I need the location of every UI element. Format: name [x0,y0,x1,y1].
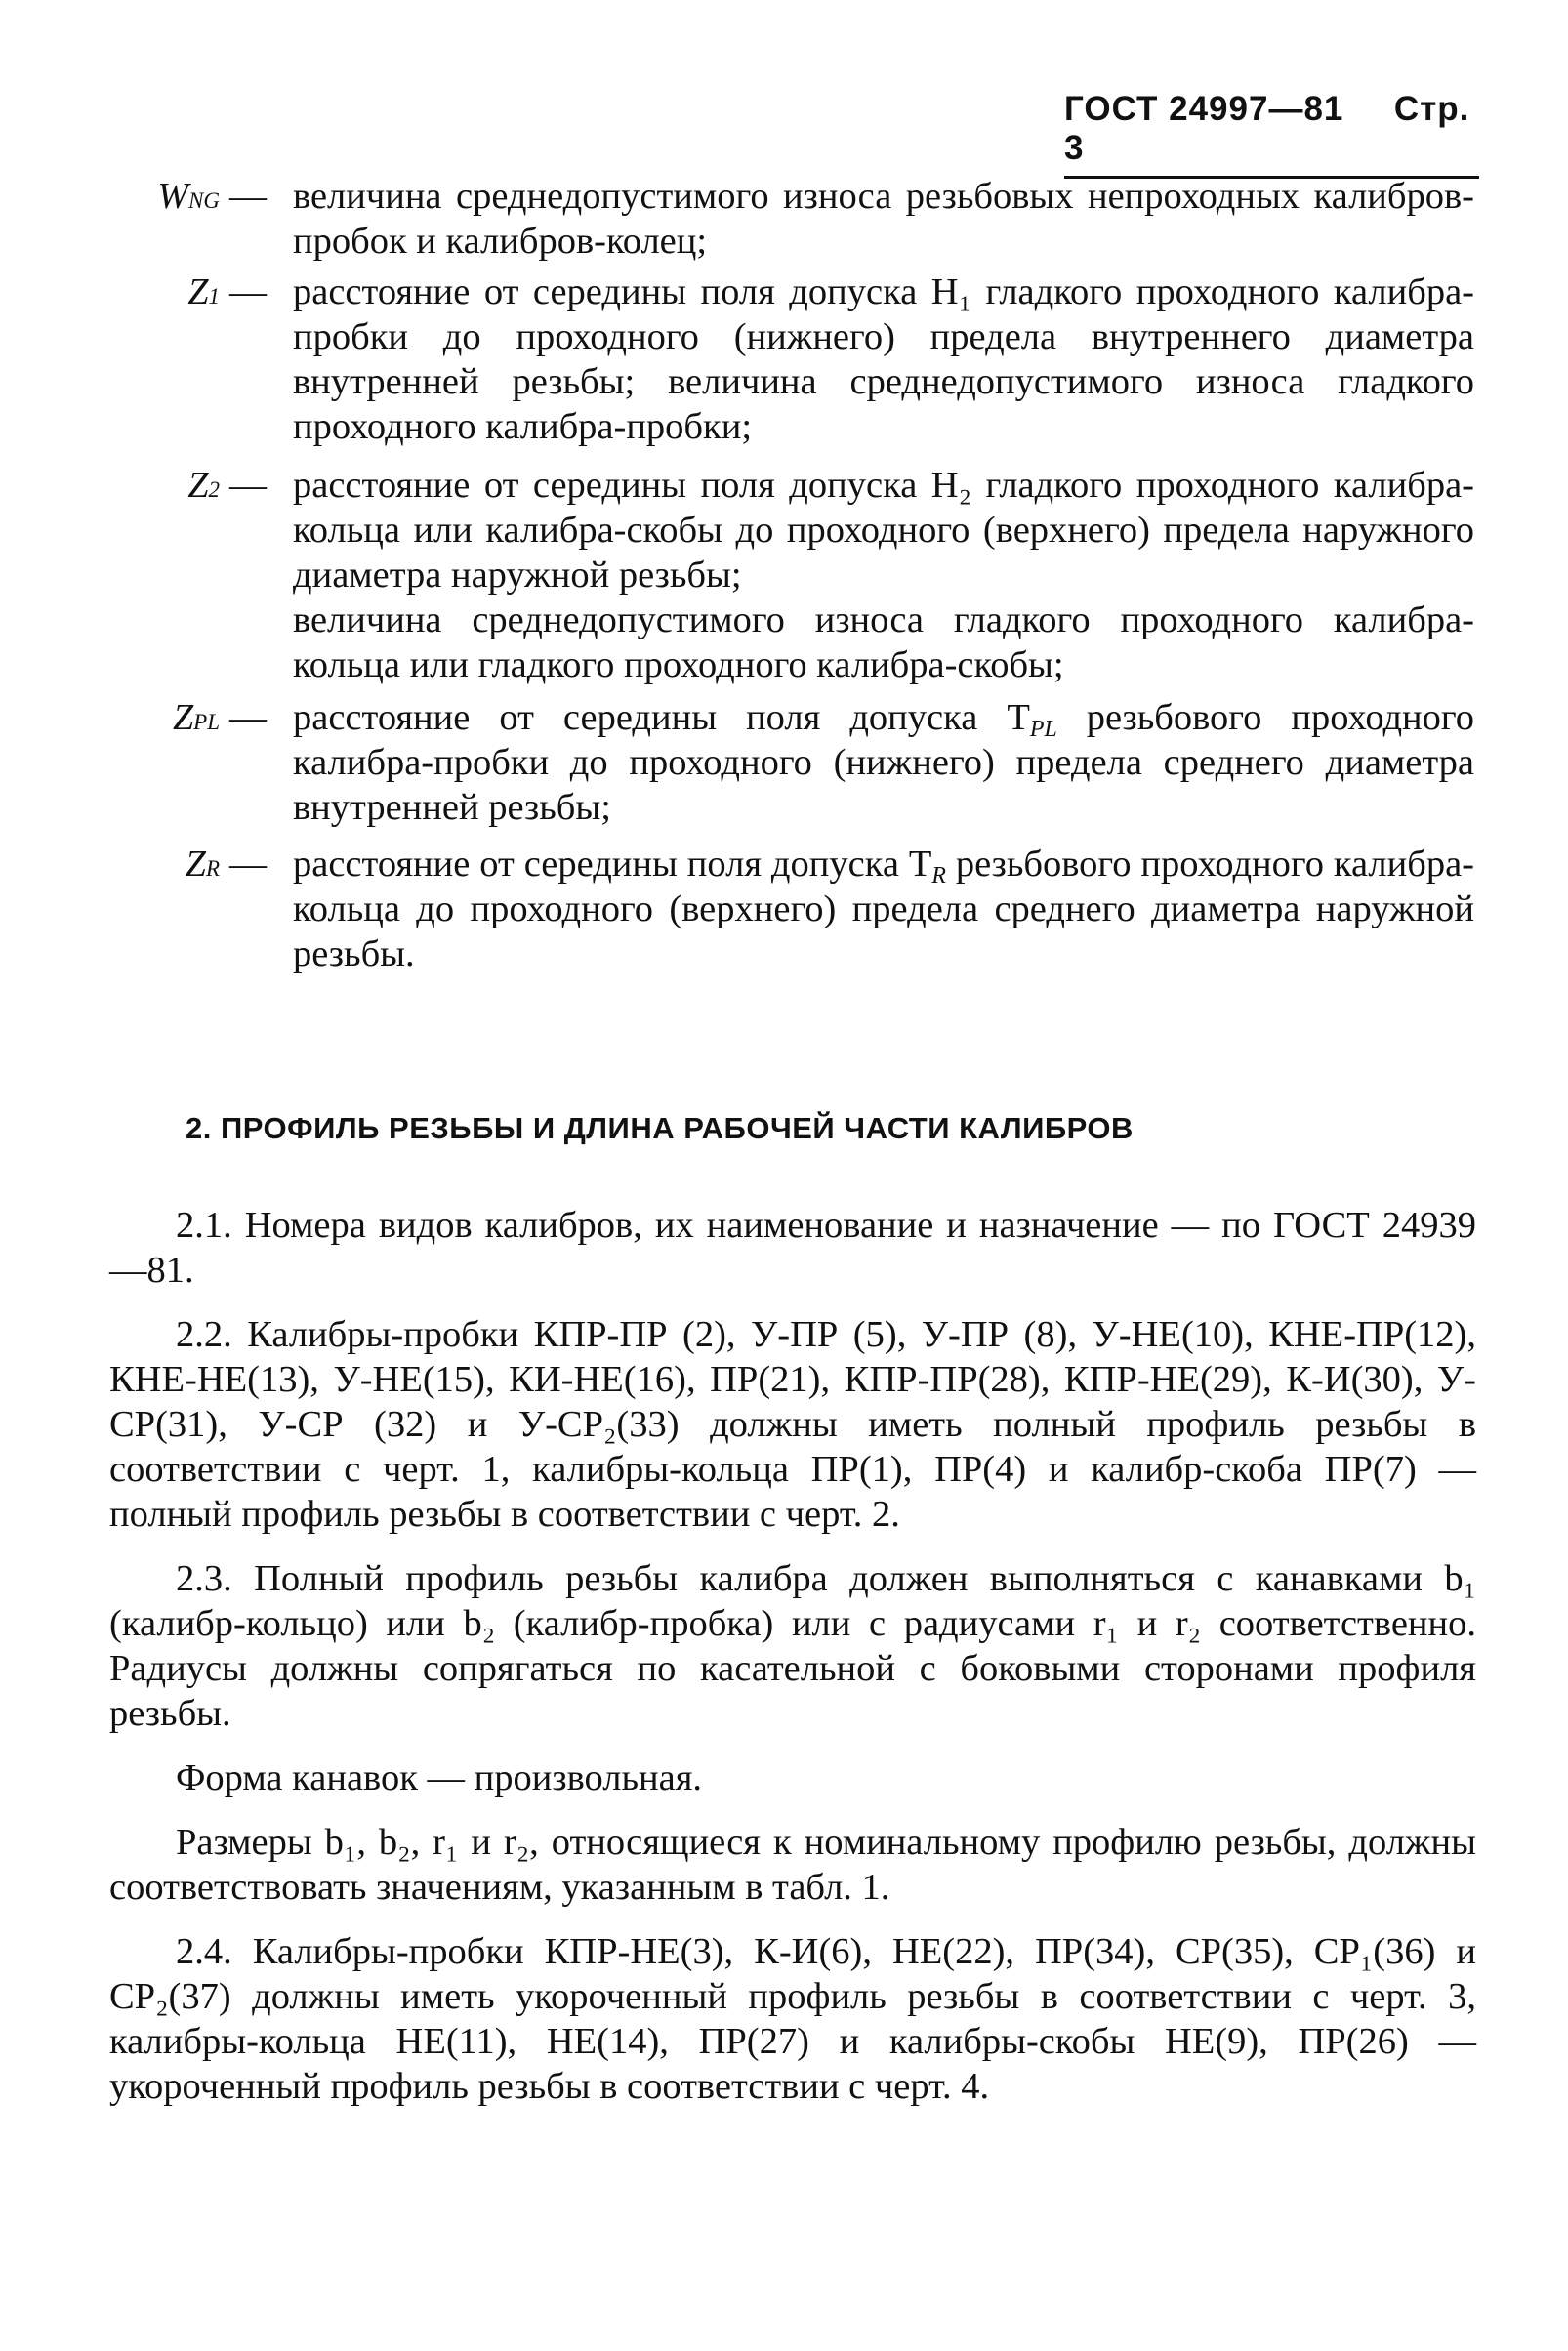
definition-item [107,463,1474,687]
definition-symbol: ZR — [185,844,267,885]
symbol-definitions [107,174,1474,984]
definition-text: величина среднедопустимого износа резьбовых непроходных калибров-пробок и калибров-колец; [293,176,1474,262]
definition-text: расстояние от середины поля допуска TR резьбового проходного калибра-кольца до проходного (верхнего) предела среднего диаметра наружной резьбы. [293,844,1474,974]
definition-item [107,174,1474,264]
paragraph-2-2: 2.2. Калибры-пробки КПР-ПР (2), У-ПР (5), У-ПР (8), У-НЕ(10), КНЕ-ПР(12), КНЕ-НЕ(13), У-НЕ(15), КИ-НЕ(16), ПР(21), КПР-ПР(28), КПР-НЕ(29), К-И(30), У-СР(31), У-СР (32) и У-СР₂(33) должны иметь полный профиль резьбы в соответствии с черт. 1, калибры-кольца ПР(1), ПР(4) и калибр-скоба ПР(7) — полный профиль резьбы в соответствии с черт. 2. [109,1314,1476,1535]
page-number: Стр. 3 [1064,90,1470,167]
section-heading: 2. ПРОФИЛЬ РЕЗЬБЫ И ДЛИНА РАБОЧЕЙ ЧАСТИ КАЛИБРОВ [186,1111,1134,1145]
definition-symbol: WNG — [157,176,267,217]
page-header [1064,90,1474,179]
paragraph-groove-shape: Форма канавок — произвольная. [176,1757,703,1798]
definition-text: расстояние от середины поля допуска TPL резьбового проходного калибра-пробки до проходного (нижнего) предела среднего диаметра внутренней резьбы; [293,697,1474,828]
section-body [109,1203,1476,2128]
document-code: ГОСТ 24997—81 [1064,90,1344,128]
definition-item [107,695,1474,830]
paragraph-2-3: 2.3. Полный профиль резьбы калибра должен выполняться с канавками b₁ (калибр-кольцо) или b₂ (калибр-пробка) или с радиусами r₁ и r₂ соответственно. Радиусы должны сопрягаться по касательной с боковыми сторонами профиля резьбы. [109,1558,1476,1734]
paragraph-2-4: 2.4. Калибры-пробки КПР-НЕ(3), К-И(6), НЕ(22), ПР(34), СР(35), СР₁(36) и СР₂(37) должны иметь укороченный профиль резьбы в соответствии с черт. 3, калибры-кольца НЕ(11), НЕ(14), ПР(27) и калибры-скобы НЕ(9), ПР(26) — укороченный профиль резьбы в соответствии с черт. 4. [109,1931,1476,2107]
paragraph-dimensions: Размеры b₁, b₂, r₁ и r₂, относящиеся к номинальному профилю резьбы, должны соответствовать значениям, указанным в табл. 1. [109,1822,1476,1908]
definition-item [107,842,1474,976]
definition-text: расстояние от середины поля допуска H₁ гладкого проходного калибра-пробки до проходного (нижнего) предела внутреннего диаметра внутренней резьбы; величина среднедопустимого износа гладкого проходного калибра-пробки; [293,271,1474,447]
definition-text: величина среднедопустимого износа гладкого проходного калибра-кольца или гладкого проходного калибра-скобы; [293,599,1474,685]
definition-item [107,269,1474,449]
definition-symbol: Z1 — [187,271,267,312]
definition-symbol: Z2 — [187,465,267,506]
definition-text: расстояние от середины поля допуска H₂ гладкого проходного калибра-кольца или калибра-скобы до проходного (верхнего) предела наружного диаметра наружной резьбы; [293,465,1474,596]
paragraph-2-1: 2.1. Номера видов калибров, их наименование и назначение — по ГОСТ 24939—81. [109,1205,1476,1291]
definition-symbol: ZPL — [173,697,267,738]
